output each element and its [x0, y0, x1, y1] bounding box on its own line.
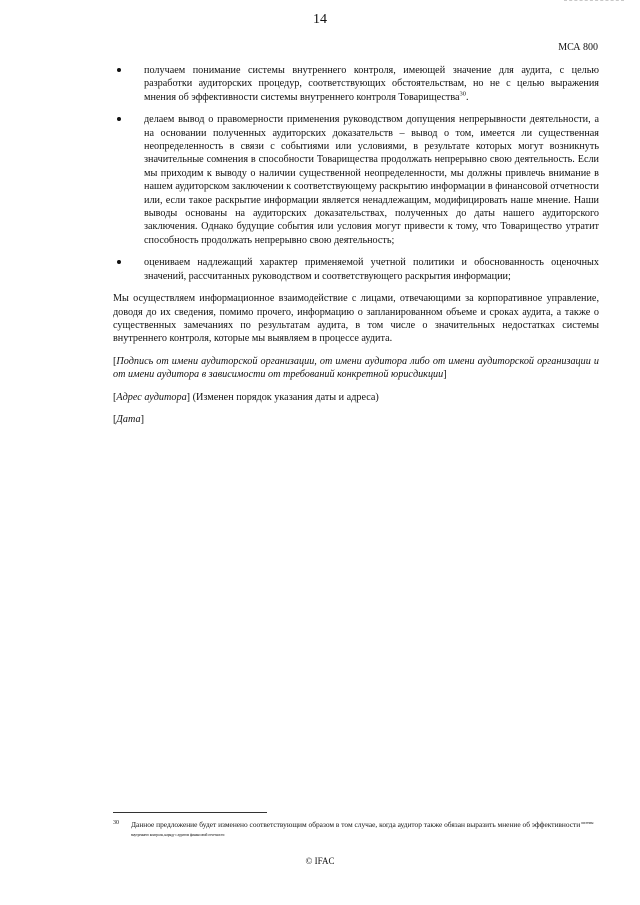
bullet-item: [113, 64, 599, 104]
footnote-divider: [113, 812, 267, 813]
footnote-ref[interactable]: 30: [459, 90, 467, 98]
footnote-body: [113, 818, 599, 842]
bracket-open: [: [113, 413, 117, 425]
bracket-open: [: [113, 355, 117, 367]
footnote: [113, 818, 599, 842]
signature-text: Подпись от имени аудиторской организации, от имени аудитора либо от имени аудиторской организации и от имени аудитора в зависимости от требований конкретной юрисдикции: [113, 355, 599, 381]
bullet-list: [113, 64, 599, 283]
bullet-text: делаем вывод о правомерности применения руководством допущения непрерывности деятельности, а на основании полученных аудиторских доказательств – вывод о том, имеется ли существенная неопределенность в связи с событиями или условиями, в результате которых могут возникнуть значительные сомнения в способности Товарищества продолжать непрерывно свою деятельность. Если мы приходим к выводу о наличии существенной неопределенности, мы должны привлечь внимание в нашем аудиторском заключении к соответствующему раскрытию информации в финансовой отчетности или, если такое раскрытие информации является ненадлежащим, модифицировать наше мнение. Наши выводы основаны на аудиторских доказательствах, полученных до даты нашего аудиторского заключения. Однако будущие события или условия могут привести к тому, что Товарищество утратит способность продолжать непрерывно свою деятельность;: [144, 114, 599, 246]
address-text: Адрес аудитора: [116, 391, 187, 403]
bullet-text: получаем понимание системы внутреннего контроля, имеющей значение для аудита, с целью разработки аудиторских процедур, соответствующих обстоятельствам, но не с целью выражения мнения об эффективности системы внутреннего контроля Товарищества: [144, 65, 599, 103]
bullet-item: [113, 113, 599, 247]
bracket-close: ]: [140, 413, 144, 425]
communication-paragraph: Мы осуществляем информационное взаимодействие с лицами, отвечающими за корпоративное управление, доводя до их сведения, помимо прочего, информацию о запланированном объеме и сроках аудита, а также о существенных замечаниях по результатам аудита, в том числе о значительных недостатках системы внутреннего контроля, которые мы выявляем в процессе аудита.: [113, 293, 599, 345]
bullet-item: [113, 256, 599, 283]
main-content: [113, 64, 599, 435]
footnote-text: Данное предложение будет изменено соответствующим образом в том случае, когда аудитор также обязан выразить мнение об эффективности: [131, 820, 581, 829]
bracket-close: ]: [186, 391, 191, 403]
bracket-close: ]: [443, 369, 447, 381]
footnote-tiny-text: системы внутреннего контроля, наряду с аудитом финансовой отчетности: [131, 821, 594, 837]
date-text: Дата: [116, 413, 141, 425]
bracket-open: [: [113, 391, 117, 403]
bullet-text: оцениваем надлежащий характер применяемой учетной политики и обоснованность оценочных значений, рассчитанных руководством и соответствующего раскрытия информации;: [144, 257, 599, 282]
date-placeholder: [113, 413, 599, 426]
document-code: МСА 800: [558, 42, 598, 53]
page-number: 14: [313, 12, 327, 27]
signature-placeholder: [113, 355, 599, 382]
copyright-footer: © IFAC: [305, 856, 335, 866]
address-note: (Изменен порядок указания даты и адреса): [190, 391, 379, 403]
footnote-number: 30: [113, 820, 119, 826]
scan-edge-mark: [564, 0, 624, 1]
address-placeholder: [113, 391, 599, 404]
bullet-tail: .: [466, 91, 469, 103]
